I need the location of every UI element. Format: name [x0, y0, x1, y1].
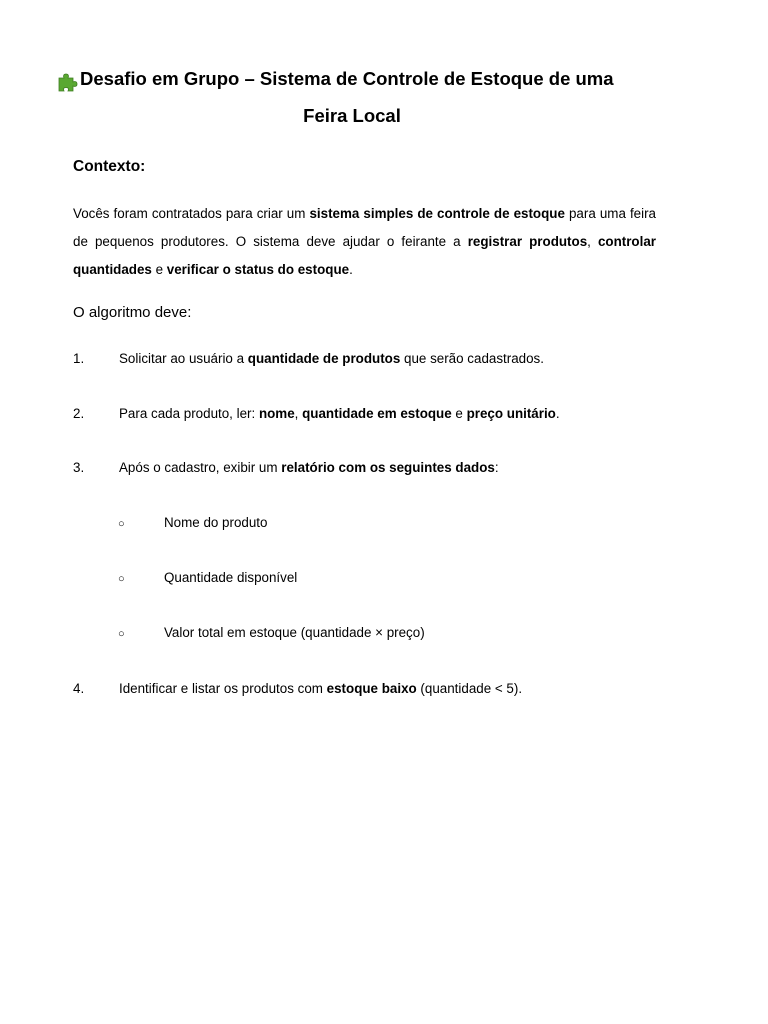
context-paragraph: Vocês foram contratados para criar um sistema simples de controle de estoque para uma feira de pequenos produtores. O sistema deve ajudar o feirante a registrar produtos, controlar quantidades e verificar o status do estoque.: [73, 206, 656, 277]
document-title: [56, 60, 656, 134]
list-item-1: 1. Solicitar ao usuário a quantidade de produtos que serão cadastrados.: [73, 351, 544, 366]
sub-list-item: ○ Quantidade disponível: [118, 568, 297, 589]
title-line-1: Desafio em Grupo – Sistema de Controle de Estoque de uma: [80, 68, 614, 89]
circle-bullet-icon: ○: [118, 573, 125, 585]
sub-list-item: ○ Nome do produto: [118, 513, 267, 534]
list-item-2: 2. Para cada produto, ler: nome, quantidade em estoque e preço unitário.: [73, 406, 560, 421]
puzzle-piece-icon: [56, 68, 78, 90]
list-item-3: 3. Após o cadastro, exibir um relatório com os seguintes dados:: [73, 460, 499, 475]
circle-bullet-icon: ○: [118, 628, 125, 640]
sub-list-item: ○ Valor total em estoque (quantidade × preço): [118, 623, 425, 644]
circle-bullet-icon: ○: [118, 518, 125, 530]
list-item-4: 4. Identificar e listar os produtos com estoque baixo (quantidade < 5).: [73, 681, 523, 696]
algorithm-label: O algoritmo deve:: [73, 304, 192, 321]
title-line-2: Feira Local: [303, 105, 401, 126]
context-heading: Contexto:: [73, 158, 146, 175]
